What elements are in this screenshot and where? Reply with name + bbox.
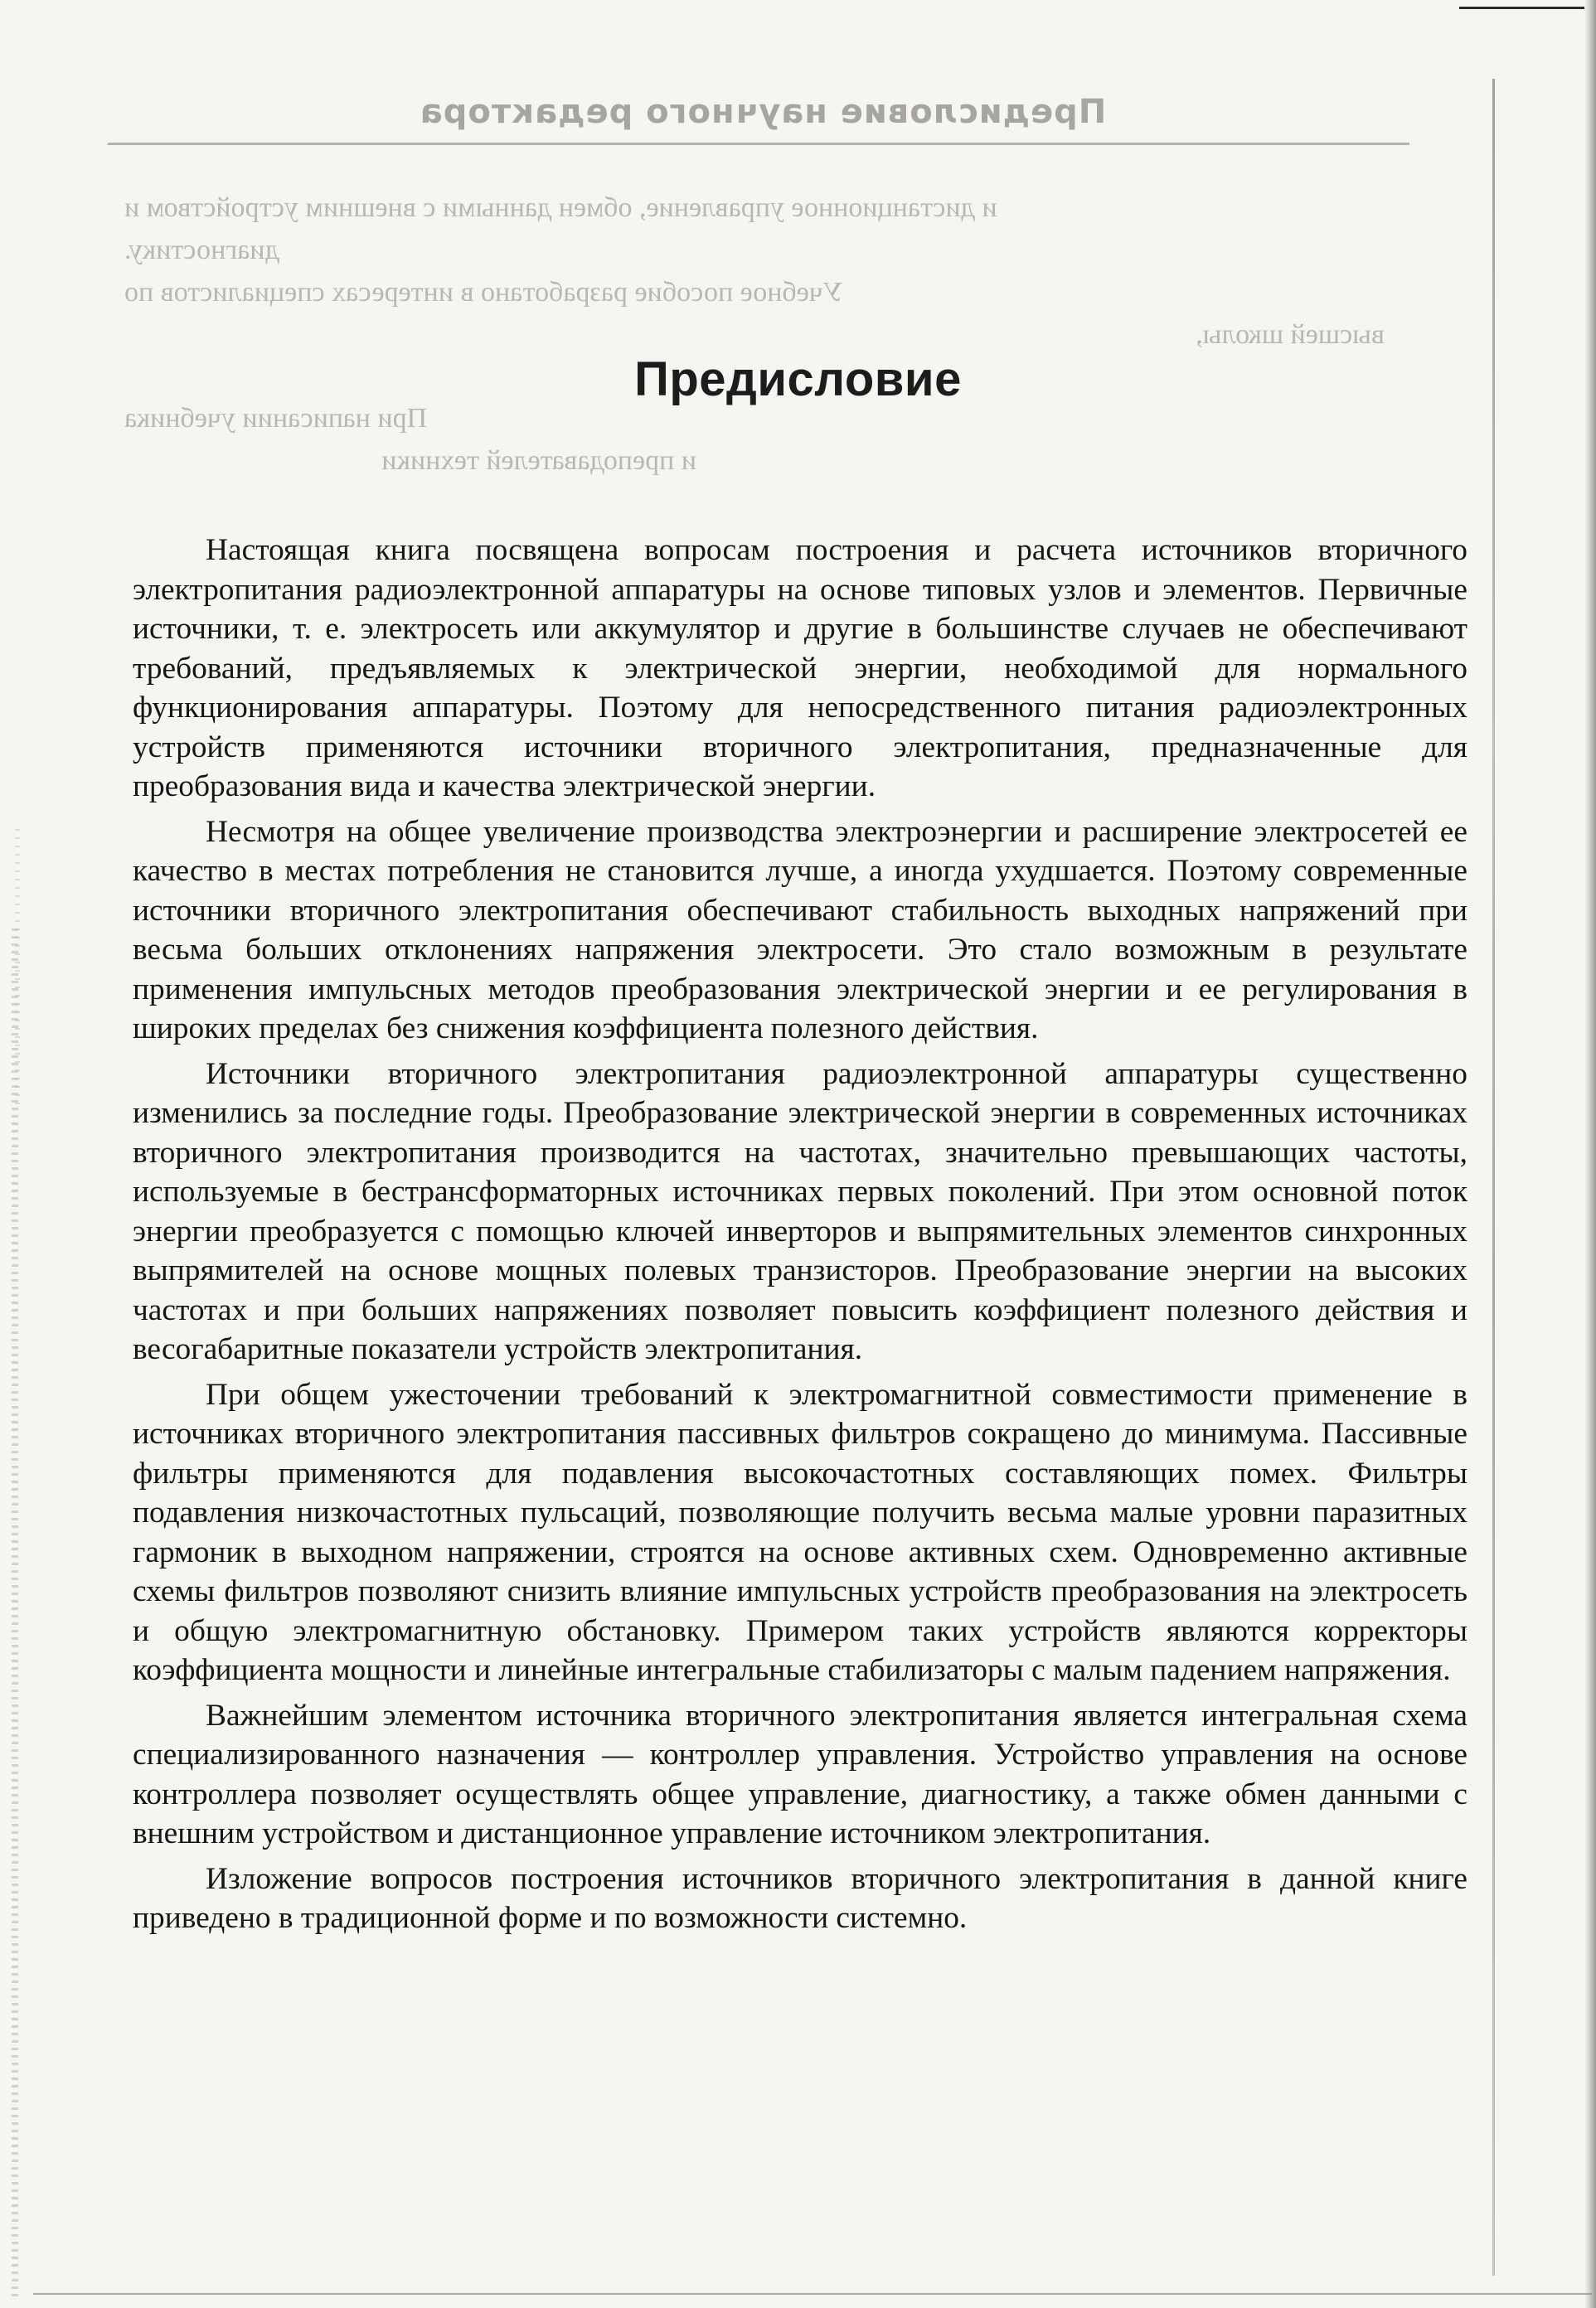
page-bottom-edge <box>33 2293 1592 2295</box>
bleed-through-header-rule <box>108 143 1409 145</box>
binding-shadow <box>1492 79 1495 2276</box>
bleed-through-line: диагностику. <box>124 235 279 265</box>
bleed-through-line: и дистанционное управление, обмен данными с внешним устройством и <box>124 192 997 223</box>
paragraph: Несмотря на общее увеличение производства электроэнергии и расширение электросетей ее качество в местах потребления не становится лучше, а иногда ухудшается. Поэтому современные источники вторичного электропитания обеспечивают стабильность выходных напряжений при весьма больших отклонениях напряжения электросети. Это стало возможным в результате применения импульсных методов преобразования электрической энергии и ее регулирования в широких пределах без снижения коэффициента полезного действия. <box>133 814 1467 1045</box>
bleed-through-line: и преподавателей техники <box>381 445 696 476</box>
scan-artifact-left <box>12 929 18 2296</box>
paragraph: Важнейшим элементом источника вторичного электропитания является интегральная схема специализированного назначения — контроллер управления. Устройство управления на основе контроллера позволяет осуществлять общее управление, диагностику, а также обмен данными с внешним устройством и дистанционное управление источником электропитания. <box>133 1698 1467 1850</box>
bleed-through-line: высшей школы, <box>1196 319 1385 350</box>
preface-body <box>133 531 1467 1944</box>
top-edge-mark <box>1459 7 1592 9</box>
bleed-through-line: При написании учебника <box>124 403 428 434</box>
paragraph: Источники вторичного электропитания радиоэлектронной аппаратуры существенно изменились за последние годы. Преобразование электрической энергии в современных источниках вторичного электропитания производится на частотах, значительно превышающих частоты, используемые в бестрансформаторных источниках первых поколений. При этом основной поток энергии преобразуется с помощью ключей инверторов и выпрямительных элементов синхронных выпрямителей на основе мощных полевых транзисторов. Преобразование энергии на высоких частотах и при больших напряжениях позволяет повысить коэффициент полезного действия и весогабаритные показатели устройств электропитания. <box>133 1056 1467 1366</box>
bleed-through-header: Предисловие научного редактора <box>419 93 1107 131</box>
paragraph: При общем ужесточении требований к электромагнитной совместимости применение в источниках вторичного электропитания пассивных фильтров сокращено до минимума. Пассивные фильтры применяются для подавления высокочастотных составляющих помех. Фильтры подавления низкочастотных пульсаций, позволяющие получить весьма малые уровни паразитных гармоник в выходном напряжении, строятся на основе активных схем. Одновременно активные схемы фильтров позволяют снизить влияние импульсных устройств преобразования на электросеть и общую электромагнитную обстановку. Примером таких устройств являются корректоры коэффициента мощности и линейные интегральные стабилизаторы с малым падением напряжения. <box>133 1377 1467 1687</box>
bleed-through-line: Учебное пособие разработано в интересах специалистов по <box>124 277 843 308</box>
chapter-title: Предисловие <box>634 352 962 406</box>
paragraph: Изложение вопросов построения источников вторичного электропитания в данной книге приведено в традиционной форме и по возможности системно. <box>133 1861 1467 1935</box>
paragraph: Настоящая книга посвящена вопросам построения и расчета источников вторичного электропитания радиоэлектронной аппаратуры на основе типовых узлов и элементов. Первичные источники, т. е. электросеть или аккумулятор и другие в большинстве случаев не обеспечивают требований, предъявляемых к электрической энергии, необходимой для нормального функционирования аппаратуры. Поэтому для непосредственного питания радиоэлектронных устройств применяются источники вторичного электропитания, предназначенные для преобразования вида и качества электрической энергии. <box>133 533 1467 803</box>
scan-edge-right <box>1584 0 1596 2308</box>
